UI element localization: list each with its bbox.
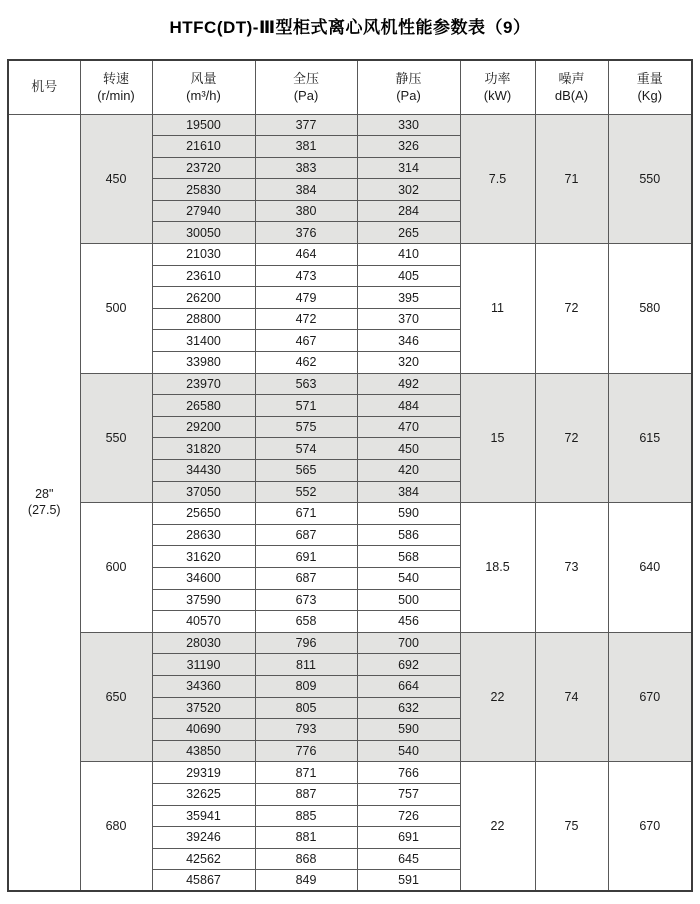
header-row	[8, 60, 692, 114]
col-header-noise	[535, 60, 608, 114]
static-pressure-cell: 590	[357, 719, 460, 741]
total-pressure-cell: 381	[255, 136, 357, 158]
airflow-cell: 35941	[152, 805, 255, 827]
speed-cell: 450	[80, 114, 152, 244]
total-pressure-cell: 881	[255, 827, 357, 849]
airflow-cell: 39246	[152, 827, 255, 849]
total-pressure-cell: 796	[255, 632, 357, 654]
col-header-static-pressure	[357, 60, 460, 114]
airflow-cell: 28030	[152, 632, 255, 654]
total-pressure-cell: 384	[255, 179, 357, 201]
airflow-cell: 40690	[152, 719, 255, 741]
static-pressure-cell: 726	[357, 805, 460, 827]
airflow-cell: 45867	[152, 870, 255, 892]
airflow-cell: 31820	[152, 438, 255, 460]
static-pressure-cell: 586	[357, 524, 460, 546]
noise-cell: 71	[535, 114, 608, 244]
airflow-cell: 42562	[152, 848, 255, 870]
total-pressure-cell: 473	[255, 265, 357, 287]
airflow-cell: 27940	[152, 200, 255, 222]
airflow-cell: 26580	[152, 395, 255, 417]
total-pressure-cell: 563	[255, 373, 357, 395]
static-pressure-cell: 692	[357, 654, 460, 676]
total-pressure-cell: 377	[255, 114, 357, 136]
col-header-sub: (m³/h)	[186, 88, 221, 104]
power-cell: 15	[460, 373, 535, 503]
col-header-label: 全压	[292, 70, 319, 86]
total-pressure-cell: 871	[255, 762, 357, 784]
noise-cell: 75	[535, 762, 608, 892]
table-row	[8, 373, 692, 395]
table-row	[8, 632, 692, 654]
airflow-cell: 28800	[152, 308, 255, 330]
airflow-cell: 37050	[152, 481, 255, 503]
total-pressure-cell: 479	[255, 287, 357, 309]
weight-cell: 615	[608, 373, 692, 503]
total-pressure-cell: 376	[255, 222, 357, 244]
airflow-cell: 40570	[152, 611, 255, 633]
airflow-cell: 33980	[152, 352, 255, 374]
airflow-cell: 34360	[152, 675, 255, 697]
static-pressure-cell: 645	[357, 848, 460, 870]
model-size-line: 28"	[35, 486, 54, 501]
power-cell: 22	[460, 632, 535, 762]
airflow-cell: 25650	[152, 503, 255, 525]
col-header-total-pressure	[255, 60, 357, 114]
total-pressure-cell: 868	[255, 848, 357, 870]
total-pressure-cell: 575	[255, 416, 357, 438]
weight-cell: 670	[608, 632, 692, 762]
col-header-sub: (r/min)	[97, 88, 135, 104]
total-pressure-cell: 687	[255, 567, 357, 589]
total-pressure-cell: 552	[255, 481, 357, 503]
model-size-alt-line: (27.5)	[27, 503, 61, 518]
static-pressure-cell: 302	[357, 179, 460, 201]
airflow-cell: 21030	[152, 244, 255, 266]
weight-cell: 550	[608, 114, 692, 244]
airflow-cell: 37520	[152, 697, 255, 719]
static-pressure-cell: 568	[357, 546, 460, 568]
airflow-cell: 43850	[152, 740, 255, 762]
airflow-cell: 26200	[152, 287, 255, 309]
weight-cell: 580	[608, 244, 692, 374]
static-pressure-cell: 314	[357, 157, 460, 179]
airflow-cell: 21610	[152, 136, 255, 158]
noise-cell: 73	[535, 503, 608, 633]
static-pressure-cell: 456	[357, 611, 460, 633]
speed-cell: 600	[80, 503, 152, 633]
col-header-label: 重量	[636, 70, 663, 86]
page-title: HTFC(DT)-Ⅲ型柜式离心风机性能参数表（9）	[169, 18, 531, 37]
col-header-label: 风量	[190, 70, 217, 86]
total-pressure-cell: 565	[255, 460, 357, 482]
static-pressure-cell: 500	[357, 589, 460, 611]
weight-cell: 670	[608, 762, 692, 892]
airflow-cell: 29319	[152, 762, 255, 784]
col-header-model	[8, 60, 80, 114]
airflow-cell: 34430	[152, 460, 255, 482]
total-pressure-cell: 464	[255, 244, 357, 266]
total-pressure-cell: 574	[255, 438, 357, 460]
total-pressure-cell: 849	[255, 870, 357, 892]
static-pressure-cell: 370	[357, 308, 460, 330]
col-header-sub: (Pa)	[396, 88, 421, 104]
airflow-cell: 34600	[152, 567, 255, 589]
static-pressure-cell: 590	[357, 503, 460, 525]
col-header-power	[460, 60, 535, 114]
noise-cell: 74	[535, 632, 608, 762]
airflow-cell: 31400	[152, 330, 255, 352]
static-pressure-cell: 330	[357, 114, 460, 136]
weight-cell: 640	[608, 503, 692, 633]
airflow-cell: 28630	[152, 524, 255, 546]
static-pressure-cell: 484	[357, 395, 460, 417]
static-pressure-cell: 265	[357, 222, 460, 244]
table-row	[8, 762, 692, 784]
power-cell: 7.5	[460, 114, 535, 244]
static-pressure-cell: 420	[357, 460, 460, 482]
airflow-cell: 19500	[152, 114, 255, 136]
model-cell	[8, 114, 80, 891]
fan-performance-table	[7, 59, 693, 892]
power-cell: 18.5	[460, 503, 535, 633]
col-header-sub: (Kg)	[637, 88, 663, 104]
static-pressure-cell: 766	[357, 762, 460, 784]
static-pressure-cell: 284	[357, 200, 460, 222]
noise-cell: 72	[535, 244, 608, 374]
total-pressure-cell: 776	[255, 740, 357, 762]
total-pressure-cell: 467	[255, 330, 357, 352]
speed-cell: 500	[80, 244, 152, 374]
total-pressure-cell: 793	[255, 719, 357, 741]
static-pressure-cell: 395	[357, 287, 460, 309]
static-pressure-cell: 450	[357, 438, 460, 460]
speed-cell: 550	[80, 373, 152, 503]
power-cell: 11	[460, 244, 535, 374]
power-cell: 22	[460, 762, 535, 892]
col-header-label: 转速	[102, 70, 129, 86]
static-pressure-cell: 410	[357, 244, 460, 266]
total-pressure-cell: 805	[255, 697, 357, 719]
static-pressure-cell: 326	[357, 136, 460, 158]
total-pressure-cell: 691	[255, 546, 357, 568]
static-pressure-cell: 540	[357, 567, 460, 589]
col-header-sub: dB(A)	[554, 88, 589, 104]
total-pressure-cell: 885	[255, 805, 357, 827]
airflow-cell: 37590	[152, 589, 255, 611]
static-pressure-cell: 470	[357, 416, 460, 438]
col-header-sub: (Pa)	[293, 88, 319, 104]
static-pressure-cell: 346	[357, 330, 460, 352]
static-pressure-cell: 664	[357, 675, 460, 697]
airflow-cell: 31190	[152, 654, 255, 676]
col-header-label: 静压	[395, 70, 422, 86]
static-pressure-cell: 492	[357, 373, 460, 395]
static-pressure-cell: 405	[357, 265, 460, 287]
airflow-cell: 23610	[152, 265, 255, 287]
total-pressure-cell: 571	[255, 395, 357, 417]
col-header-sub: (kW)	[483, 88, 512, 104]
static-pressure-cell: 632	[357, 697, 460, 719]
static-pressure-cell: 591	[357, 870, 460, 892]
col-header-label: 机号	[31, 79, 58, 95]
total-pressure-cell: 658	[255, 611, 357, 633]
col-header-label: 噪声	[558, 70, 585, 86]
static-pressure-cell: 691	[357, 827, 460, 849]
table-row	[8, 114, 692, 136]
airflow-cell: 32625	[152, 783, 255, 805]
speed-cell: 680	[80, 762, 152, 892]
table-row	[8, 244, 692, 266]
static-pressure-cell: 700	[357, 632, 460, 654]
table-body	[8, 114, 692, 891]
total-pressure-cell: 671	[255, 503, 357, 525]
static-pressure-cell: 757	[357, 783, 460, 805]
airflow-cell: 30050	[152, 222, 255, 244]
total-pressure-cell: 383	[255, 157, 357, 179]
total-pressure-cell: 687	[255, 524, 357, 546]
total-pressure-cell: 380	[255, 200, 357, 222]
total-pressure-cell: 462	[255, 352, 357, 374]
total-pressure-cell: 887	[255, 783, 357, 805]
static-pressure-cell: 384	[357, 481, 460, 503]
airflow-cell: 25830	[152, 179, 255, 201]
total-pressure-cell: 811	[255, 654, 357, 676]
col-header-airflow	[152, 60, 255, 114]
col-header-weight	[608, 60, 692, 114]
airflow-cell: 29200	[152, 416, 255, 438]
col-header-label: 功率	[484, 70, 511, 86]
airflow-cell: 23720	[152, 157, 255, 179]
col-header-speed	[80, 60, 152, 114]
total-pressure-cell: 673	[255, 589, 357, 611]
speed-cell: 650	[80, 632, 152, 762]
total-pressure-cell: 809	[255, 675, 357, 697]
table-row	[8, 503, 692, 525]
static-pressure-cell: 320	[357, 352, 460, 374]
airflow-cell: 23970	[152, 373, 255, 395]
noise-cell: 72	[535, 373, 608, 503]
total-pressure-cell: 472	[255, 308, 357, 330]
static-pressure-cell: 540	[357, 740, 460, 762]
airflow-cell: 31620	[152, 546, 255, 568]
